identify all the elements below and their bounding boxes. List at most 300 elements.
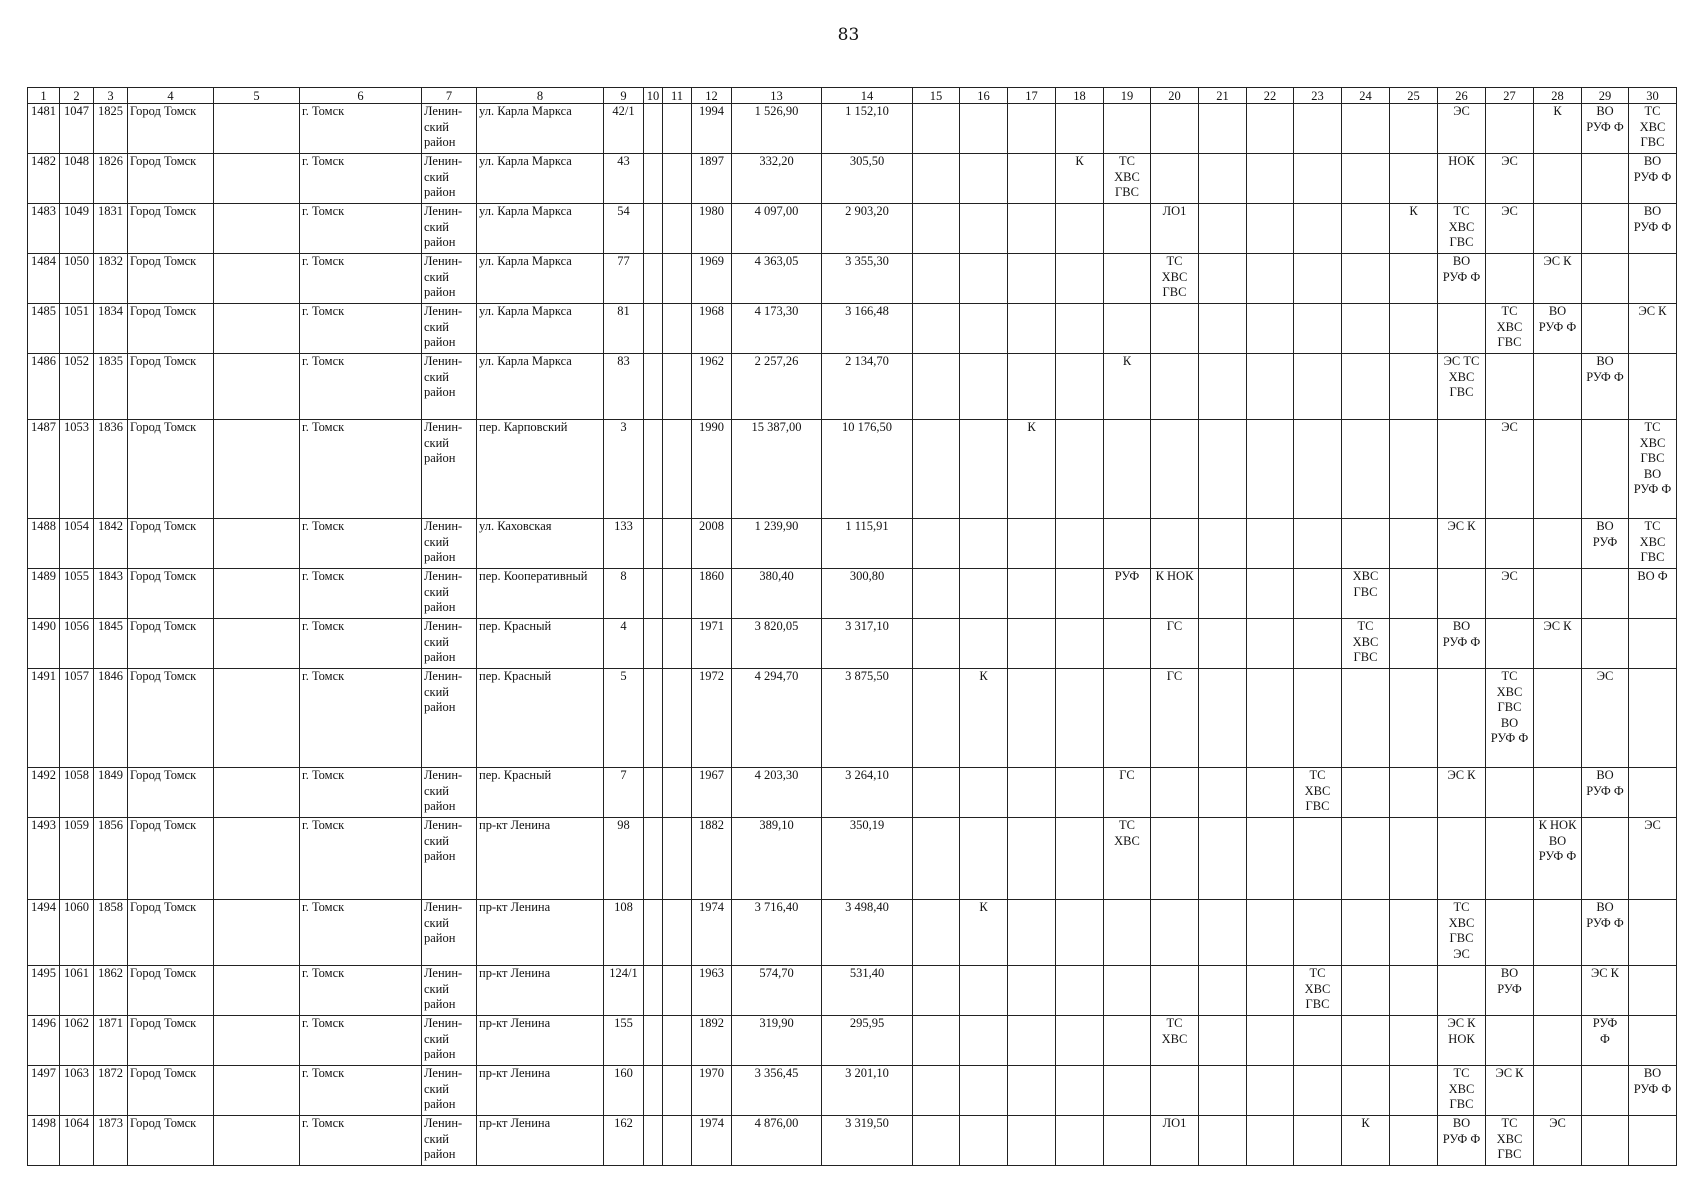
table-cell: 3 201,10 xyxy=(822,1066,913,1116)
table-cell xyxy=(644,204,663,254)
table-cell: ВО РУФ Ф xyxy=(1438,1116,1486,1166)
table-cell: пр-кт Ленина xyxy=(477,900,604,966)
table-cell: 1484 xyxy=(28,254,60,304)
table-cell: 319,90 xyxy=(732,1016,822,1066)
table-cell: 1969 xyxy=(692,254,732,304)
table-cell: 1061 xyxy=(60,966,94,1016)
table-row xyxy=(28,619,1677,669)
table-cell xyxy=(1629,1116,1677,1166)
table-cell xyxy=(663,768,692,818)
table-cell xyxy=(1342,204,1390,254)
table-cell: 574,70 xyxy=(732,966,822,1016)
table-cell: г. Томск xyxy=(300,104,422,154)
table-cell: ТС ХВС ГВС xyxy=(1486,304,1534,354)
column-header: 1 xyxy=(28,88,60,104)
table-cell: К xyxy=(1534,104,1582,154)
table-cell: 1967 xyxy=(692,768,732,818)
table-cell xyxy=(663,420,692,519)
table-cell xyxy=(1390,1116,1438,1166)
table-cell: 43 xyxy=(604,154,644,204)
table-cell: Город Томск xyxy=(128,669,214,768)
table-cell: 8 xyxy=(604,569,644,619)
table-cell: 1836 xyxy=(94,420,128,519)
table-cell: 1862 xyxy=(94,966,128,1016)
register-table xyxy=(27,87,1677,1166)
table-cell xyxy=(663,569,692,619)
table-cell: К xyxy=(960,900,1008,966)
table-cell: К xyxy=(1342,1116,1390,1166)
table-cell: Ленин- ский район xyxy=(422,304,477,354)
table-cell: К xyxy=(1104,354,1151,420)
table-cell: ЭС xyxy=(1486,569,1534,619)
column-header: 22 xyxy=(1247,88,1294,104)
column-header: 29 xyxy=(1582,88,1629,104)
table-cell: 1050 xyxy=(60,254,94,304)
table-cell: 1483 xyxy=(28,204,60,254)
table-cell xyxy=(663,1016,692,1066)
column-header: 26 xyxy=(1438,88,1486,104)
column-header: 27 xyxy=(1486,88,1534,104)
table-cell: Ленин- ский район xyxy=(422,154,477,204)
column-header: 12 xyxy=(692,88,732,104)
column-header: 3 xyxy=(94,88,128,104)
table-cell: 1058 xyxy=(60,768,94,818)
column-header: 14 xyxy=(822,88,913,104)
table-cell: ул. Каховская xyxy=(477,519,604,569)
table-cell: ВО Ф xyxy=(1629,569,1677,619)
table-cell xyxy=(1582,1066,1629,1116)
table-cell: 3 875,50 xyxy=(822,669,913,768)
table-cell: Город Томск xyxy=(128,818,214,900)
table-cell: 4 876,00 xyxy=(732,1116,822,1166)
table-row xyxy=(28,304,1677,354)
table-cell: 1490 xyxy=(28,619,60,669)
table-cell: 1963 xyxy=(692,966,732,1016)
column-header: 30 xyxy=(1629,88,1677,104)
table-cell xyxy=(1104,669,1151,768)
table-cell xyxy=(1582,254,1629,304)
table-cell xyxy=(1247,1116,1294,1166)
table-cell xyxy=(663,154,692,204)
table-cell: ТС ХВС ГВС xyxy=(1629,104,1677,154)
table-cell xyxy=(1390,420,1438,519)
table-cell: ВО РУФ Ф xyxy=(1438,619,1486,669)
table-cell: пр-кт Ленина xyxy=(477,966,604,1016)
table-cell xyxy=(960,204,1008,254)
table-cell xyxy=(1008,204,1056,254)
table-cell: К xyxy=(960,669,1008,768)
table-cell xyxy=(1008,104,1056,154)
table-cell: ВО РУФ Ф xyxy=(1629,1066,1677,1116)
table-cell xyxy=(1294,669,1342,768)
table-cell xyxy=(1008,1066,1056,1116)
table-cell xyxy=(214,154,300,204)
table-cell xyxy=(1294,1116,1342,1166)
table-cell: 1849 xyxy=(94,768,128,818)
table-cell xyxy=(1247,569,1294,619)
table-row xyxy=(28,420,1677,519)
table-cell xyxy=(1438,669,1486,768)
table-cell: 98 xyxy=(604,818,644,900)
table-cell: 77 xyxy=(604,254,644,304)
table-cell xyxy=(1199,1116,1247,1166)
table-cell xyxy=(1008,669,1056,768)
table-cell: ВО РУФ Ф xyxy=(1582,354,1629,420)
table-cell: 389,10 xyxy=(732,818,822,900)
table-cell xyxy=(960,354,1008,420)
table-cell: 1 526,90 xyxy=(732,104,822,154)
table-cell xyxy=(1104,1116,1151,1166)
table-cell xyxy=(960,818,1008,900)
table-cell: ул. Карла Маркса xyxy=(477,204,604,254)
table-cell: ТС ХВС ГВС xyxy=(1486,1116,1534,1166)
table-cell xyxy=(1582,569,1629,619)
table-cell xyxy=(1534,1066,1582,1116)
table-cell: Город Томск xyxy=(128,569,214,619)
column-header: 21 xyxy=(1199,88,1247,104)
table-cell xyxy=(1151,104,1199,154)
table-cell: 1494 xyxy=(28,900,60,966)
table-cell: г. Томск xyxy=(300,966,422,1016)
table-cell: 133 xyxy=(604,519,644,569)
table-cell: ЭС xyxy=(1438,104,1486,154)
table-cell: 4 097,00 xyxy=(732,204,822,254)
table-cell: ЭС xyxy=(1486,204,1534,254)
column-header: 13 xyxy=(732,88,822,104)
table-cell xyxy=(1008,354,1056,420)
table-cell: г. Томск xyxy=(300,569,422,619)
table-cell: К НОК xyxy=(1151,569,1199,619)
table-cell xyxy=(960,619,1008,669)
table-cell xyxy=(663,1116,692,1166)
table-cell xyxy=(1438,569,1486,619)
table-cell: ГС xyxy=(1104,768,1151,818)
table-cell: г. Томск xyxy=(300,768,422,818)
table-cell xyxy=(960,1066,1008,1116)
column-header: 25 xyxy=(1390,88,1438,104)
column-header: 16 xyxy=(960,88,1008,104)
table-cell: 1846 xyxy=(94,669,128,768)
table-cell: Город Томск xyxy=(128,304,214,354)
table-cell: ТС ХВС ГВС xyxy=(1342,619,1390,669)
table-cell: 1856 xyxy=(94,818,128,900)
table-cell xyxy=(913,768,960,818)
table-cell xyxy=(644,966,663,1016)
table-cell xyxy=(913,204,960,254)
table-cell: 1481 xyxy=(28,104,60,154)
table-cell xyxy=(1056,966,1104,1016)
table-cell: 1825 xyxy=(94,104,128,154)
table-cell: г. Томск xyxy=(300,818,422,900)
table-cell: Ленин- ский район xyxy=(422,669,477,768)
table-row xyxy=(28,154,1677,204)
table-cell xyxy=(1534,569,1582,619)
table-cell xyxy=(1534,966,1582,1016)
table-cell: 1872 xyxy=(94,1066,128,1116)
table-cell xyxy=(1104,104,1151,154)
table-cell xyxy=(1534,420,1582,519)
table-cell: 155 xyxy=(604,1016,644,1066)
table-cell: 1056 xyxy=(60,619,94,669)
table-cell xyxy=(214,669,300,768)
table-cell xyxy=(1199,818,1247,900)
table-cell: ВО РУФ Ф xyxy=(1629,204,1677,254)
table-cell: г. Томск xyxy=(300,1066,422,1116)
table-cell: Ленин- ский район xyxy=(422,254,477,304)
table-cell xyxy=(1008,154,1056,204)
table-cell: 1835 xyxy=(94,354,128,420)
column-header: 23 xyxy=(1294,88,1342,104)
table-cell: ул. Карла Маркса xyxy=(477,154,604,204)
table-cell: 332,20 xyxy=(732,154,822,204)
table-cell xyxy=(913,154,960,204)
table-cell: 1492 xyxy=(28,768,60,818)
table-cell xyxy=(913,420,960,519)
table-cell xyxy=(1534,354,1582,420)
table-cell xyxy=(1151,354,1199,420)
table-body xyxy=(28,104,1677,1166)
table-cell: Город Томск xyxy=(128,1116,214,1166)
table-cell: 162 xyxy=(604,1116,644,1166)
table-cell: Город Томск xyxy=(128,154,214,204)
table-cell xyxy=(1294,818,1342,900)
table-cell xyxy=(1390,354,1438,420)
table-cell xyxy=(644,519,663,569)
table-cell: РУФ Ф xyxy=(1582,1016,1629,1066)
table-cell xyxy=(644,569,663,619)
table-cell xyxy=(960,569,1008,619)
table-cell xyxy=(1008,519,1056,569)
table-cell: Город Томск xyxy=(128,768,214,818)
table-cell: ЭС К xyxy=(1438,519,1486,569)
table-cell: 3 xyxy=(604,420,644,519)
table-cell xyxy=(913,569,960,619)
table-cell: 1968 xyxy=(692,304,732,354)
table-cell: Город Томск xyxy=(128,254,214,304)
table-cell: Город Томск xyxy=(128,900,214,966)
column-header: 5 xyxy=(214,88,300,104)
table-cell xyxy=(960,1016,1008,1066)
table-cell xyxy=(1104,519,1151,569)
table-cell: Ленин- ский район xyxy=(422,1116,477,1166)
table-cell: 531,40 xyxy=(822,966,913,1016)
column-header: 20 xyxy=(1151,88,1199,104)
table-row xyxy=(28,900,1677,966)
table-cell xyxy=(1199,619,1247,669)
table-cell xyxy=(1294,204,1342,254)
table-cell: ТС ХВС ГВС ЭС xyxy=(1438,900,1486,966)
table-cell xyxy=(644,818,663,900)
table-cell xyxy=(1294,304,1342,354)
table-cell: пр-кт Ленина xyxy=(477,818,604,900)
table-cell xyxy=(960,768,1008,818)
table-cell: ТС ХВС xyxy=(1151,1016,1199,1066)
table-cell: Ленин- ский район xyxy=(422,204,477,254)
table-cell xyxy=(1008,768,1056,818)
table-cell xyxy=(1390,669,1438,768)
table-cell xyxy=(960,254,1008,304)
table-cell: ВО РУФ Ф xyxy=(1582,104,1629,154)
table-cell: К НОК ВО РУФ Ф xyxy=(1534,818,1582,900)
table-cell: ВО РУФ Ф xyxy=(1582,768,1629,818)
table-cell xyxy=(214,304,300,354)
table-cell xyxy=(1199,420,1247,519)
column-header: 6 xyxy=(300,88,422,104)
table-cell: ул. Карла Маркса xyxy=(477,304,604,354)
table-cell: 1055 xyxy=(60,569,94,619)
table-cell: 2 903,20 xyxy=(822,204,913,254)
table-cell: ТС ХВС ГВС xyxy=(1294,966,1342,1016)
table-cell xyxy=(644,1016,663,1066)
column-header: 2 xyxy=(60,88,94,104)
table-cell: ЭС ТС ХВС ГВС xyxy=(1438,354,1486,420)
column-header: 24 xyxy=(1342,88,1390,104)
table-cell xyxy=(1247,204,1294,254)
table-cell: ХВС ГВС xyxy=(1342,569,1390,619)
table-cell xyxy=(1390,966,1438,1016)
table-cell: 1974 xyxy=(692,1116,732,1166)
table-cell: 305,50 xyxy=(822,154,913,204)
table-cell: 1971 xyxy=(692,619,732,669)
table-cell xyxy=(1582,818,1629,900)
table-cell xyxy=(1486,254,1534,304)
table-cell: 5 xyxy=(604,669,644,768)
table-cell: ТС ХВС ГВС xyxy=(1438,1066,1486,1116)
table-cell: г. Томск xyxy=(300,154,422,204)
table-cell xyxy=(1582,1116,1629,1166)
table-cell xyxy=(1056,204,1104,254)
table-cell xyxy=(1582,420,1629,519)
table-cell xyxy=(1342,354,1390,420)
table-cell: 4 363,05 xyxy=(732,254,822,304)
table-cell: 1063 xyxy=(60,1066,94,1116)
table-cell: 300,80 xyxy=(822,569,913,619)
table-cell xyxy=(913,354,960,420)
table-cell: 1882 xyxy=(692,818,732,900)
table-cell xyxy=(1486,104,1534,154)
table-cell: 1843 xyxy=(94,569,128,619)
table-cell xyxy=(214,420,300,519)
table-cell xyxy=(1294,900,1342,966)
table-cell xyxy=(1629,354,1677,420)
table-cell xyxy=(1390,154,1438,204)
table-cell: Ленин- ский район xyxy=(422,818,477,900)
table-cell xyxy=(644,354,663,420)
table-cell: г. Томск xyxy=(300,900,422,966)
table-cell xyxy=(1342,1016,1390,1066)
table-cell xyxy=(1342,966,1390,1016)
table-row xyxy=(28,1066,1677,1116)
table-cell xyxy=(913,966,960,1016)
table-cell: ЭС К xyxy=(1486,1066,1534,1116)
table-cell: ЭС К НОК xyxy=(1438,1016,1486,1066)
table-cell xyxy=(663,519,692,569)
table-cell xyxy=(1629,768,1677,818)
table-cell: 1 239,90 xyxy=(732,519,822,569)
table-cell xyxy=(1056,1116,1104,1166)
column-header: 10 xyxy=(644,88,663,104)
table-cell: 81 xyxy=(604,304,644,354)
table-cell xyxy=(214,1016,300,1066)
table-cell xyxy=(1199,569,1247,619)
table-cell xyxy=(1199,304,1247,354)
table-cell xyxy=(214,1066,300,1116)
table-cell: 1994 xyxy=(692,104,732,154)
table-cell: 1493 xyxy=(28,818,60,900)
column-header: 17 xyxy=(1008,88,1056,104)
table-cell xyxy=(913,900,960,966)
table-cell xyxy=(1056,669,1104,768)
table-cell: 4 173,30 xyxy=(732,304,822,354)
table-cell xyxy=(1056,619,1104,669)
table-cell: 1845 xyxy=(94,619,128,669)
column-header: 28 xyxy=(1534,88,1582,104)
table-cell xyxy=(1390,768,1438,818)
table-cell: ул. Карла Маркса xyxy=(477,254,604,304)
table-cell: 295,95 xyxy=(822,1016,913,1066)
table-cell: г. Томск xyxy=(300,354,422,420)
table-cell xyxy=(1247,768,1294,818)
table-cell xyxy=(913,104,960,154)
table-cell: г. Томск xyxy=(300,519,422,569)
table-cell xyxy=(663,354,692,420)
table-cell xyxy=(644,1116,663,1166)
table-cell xyxy=(1104,304,1151,354)
table-cell xyxy=(1151,768,1199,818)
table-cell: г. Томск xyxy=(300,1116,422,1166)
table-cell xyxy=(1008,818,1056,900)
table-cell: 1489 xyxy=(28,569,60,619)
table-cell xyxy=(1438,304,1486,354)
table-cell: 1491 xyxy=(28,669,60,768)
table-cell xyxy=(1629,966,1677,1016)
table-cell xyxy=(1247,818,1294,900)
table-cell xyxy=(1151,966,1199,1016)
table-cell: 1495 xyxy=(28,966,60,1016)
table-cell: 1486 xyxy=(28,354,60,420)
table-cell xyxy=(1104,1066,1151,1116)
table-cell xyxy=(1104,900,1151,966)
table-cell xyxy=(1390,569,1438,619)
column-header: 15 xyxy=(913,88,960,104)
table-row xyxy=(28,254,1677,304)
table-cell xyxy=(1104,619,1151,669)
table-cell xyxy=(644,420,663,519)
table-cell xyxy=(1056,818,1104,900)
table-cell: РУФ xyxy=(1104,569,1151,619)
table-cell: 1049 xyxy=(60,204,94,254)
table-cell xyxy=(644,768,663,818)
table-cell: 1497 xyxy=(28,1066,60,1116)
table-cell xyxy=(1199,254,1247,304)
table-cell xyxy=(214,818,300,900)
table-cell xyxy=(1199,104,1247,154)
table-cell: Город Томск xyxy=(128,204,214,254)
table-cell xyxy=(960,966,1008,1016)
table-cell: 1053 xyxy=(60,420,94,519)
table-cell xyxy=(1342,1066,1390,1116)
table-cell xyxy=(214,104,300,154)
table-cell: 108 xyxy=(604,900,644,966)
table-cell: ЭС xyxy=(1629,818,1677,900)
table-cell xyxy=(1008,900,1056,966)
table-cell: 1 115,91 xyxy=(822,519,913,569)
table-cell: ЭС К xyxy=(1534,619,1582,669)
table-cell: 1842 xyxy=(94,519,128,569)
table-cell: 1052 xyxy=(60,354,94,420)
table-cell xyxy=(1151,818,1199,900)
table-cell xyxy=(1294,354,1342,420)
